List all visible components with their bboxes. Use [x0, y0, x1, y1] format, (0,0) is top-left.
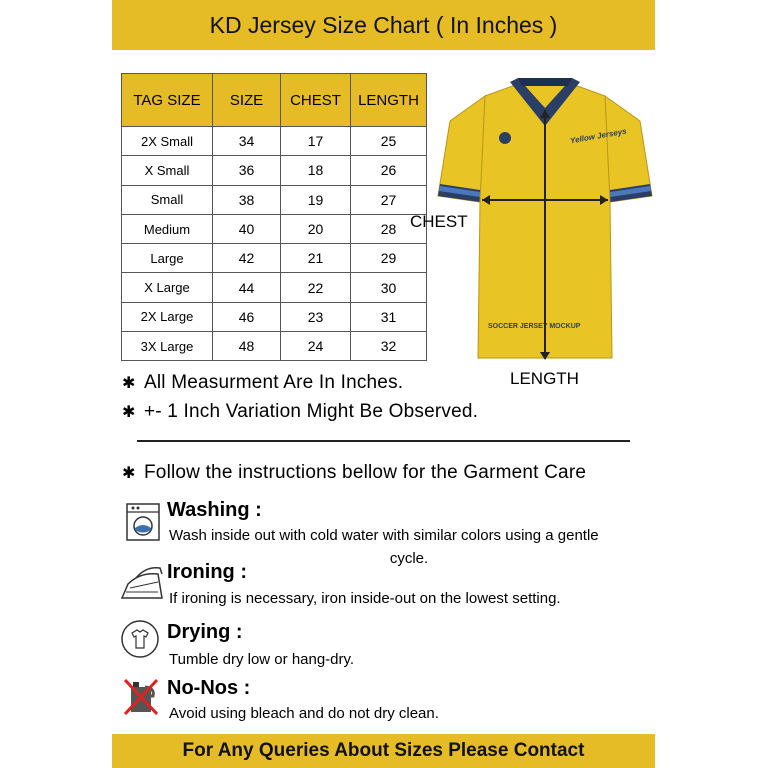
cell-length: 29	[351, 244, 427, 273]
cell-size: 46	[213, 302, 281, 331]
note-variation	[122, 401, 478, 423]
page-title: KD Jersey Size Chart ( In Inches )	[209, 11, 558, 38]
note-text: All Measurment Are In Inches.	[144, 372, 404, 393]
title-banner	[112, 0, 655, 50]
drying-title: Drying :	[167, 621, 243, 643]
table-row	[122, 214, 427, 243]
table-row	[122, 156, 427, 185]
size-chart-table	[121, 73, 427, 361]
cell-size: 36	[213, 156, 281, 185]
jersey-crest	[499, 132, 511, 144]
jersey-collar-back	[518, 78, 572, 86]
note-measurement	[122, 372, 403, 394]
cell-chest: 21	[281, 244, 351, 273]
cell-size: 40	[213, 214, 281, 243]
nonos-text: Avoid using bleach and do not dry clean.	[169, 705, 439, 722]
washing-text-line2: cycle.	[389, 550, 429, 567]
cell-tag: X Small	[122, 156, 213, 185]
cell-size: 38	[213, 185, 281, 214]
cell-size: 48	[213, 332, 281, 361]
iron-icon	[118, 560, 166, 604]
table-row	[122, 244, 427, 273]
note-care-intro	[122, 462, 586, 484]
note-text: Follow the instructions bellow for the Garment Care	[144, 462, 587, 483]
cell-chest: 24	[281, 332, 351, 361]
washing-text-line1: Wash inside out with cold water with similar colors using a gentle	[169, 527, 599, 544]
cell-length: 28	[351, 214, 427, 243]
header-size: SIZE	[213, 74, 281, 127]
cell-tag: Large	[122, 244, 213, 273]
cell-length: 32	[351, 332, 427, 361]
footer-text: For Any Queries About Sizes Please Contact	[182, 740, 585, 761]
cell-chest: 19	[281, 185, 351, 214]
cell-chest: 18	[281, 156, 351, 185]
cell-length: 26	[351, 156, 427, 185]
table-row	[122, 127, 427, 156]
ironing-title: Ironing :	[167, 561, 247, 583]
washing-machine-icon	[123, 502, 163, 542]
cell-tag: 3X Large	[122, 332, 213, 361]
jersey-print-text: SOCCER JERSEY MOCKUP	[488, 323, 581, 330]
no-bleach-icon	[121, 676, 161, 716]
star-icon: ✱	[122, 375, 136, 392]
cell-tag: 2X Large	[122, 302, 213, 331]
cell-length: 31	[351, 302, 427, 331]
cell-size: 34	[213, 127, 281, 156]
cell-chest: 22	[281, 273, 351, 302]
drying-icon	[120, 619, 160, 659]
cell-chest: 17	[281, 127, 351, 156]
cell-chest: 20	[281, 214, 351, 243]
cell-length: 25	[351, 127, 427, 156]
jersey-brand-text: Yellow Jerseys	[569, 126, 628, 146]
table-header-row	[122, 74, 427, 127]
star-icon: ✱	[122, 404, 136, 421]
star-icon: ✱	[122, 465, 136, 482]
cell-tag: X Large	[122, 273, 213, 302]
cell-length: 27	[351, 185, 427, 214]
cell-tag: 2X Small	[122, 127, 213, 156]
table-row	[122, 273, 427, 302]
footer-banner	[112, 734, 655, 768]
cell-tag: Medium	[122, 214, 213, 243]
note-text: +- 1 Inch Variation Might Be Observed.	[144, 401, 479, 422]
drying-text: Tumble dry low or hang-dry.	[169, 651, 355, 668]
table-row	[122, 332, 427, 361]
header-length: LENGTH	[351, 74, 427, 127]
length-label: LENGTH	[510, 369, 579, 388]
cell-tag: Small	[122, 185, 213, 214]
header-chest: CHEST	[281, 74, 351, 127]
divider	[137, 440, 630, 442]
header-tag-size: TAG SIZE	[122, 74, 213, 127]
cell-chest: 23	[281, 302, 351, 331]
ironing-text: If ironing is necessary, iron inside-out on the lowest setting.	[169, 590, 561, 607]
cell-size: 42	[213, 244, 281, 273]
table-row	[122, 185, 427, 214]
cell-length: 30	[351, 273, 427, 302]
table-row	[122, 302, 427, 331]
washing-title: Washing :	[167, 499, 262, 521]
cell-size: 44	[213, 273, 281, 302]
nonos-title: No-Nos :	[167, 677, 251, 699]
chest-label: CHEST	[410, 212, 468, 231]
